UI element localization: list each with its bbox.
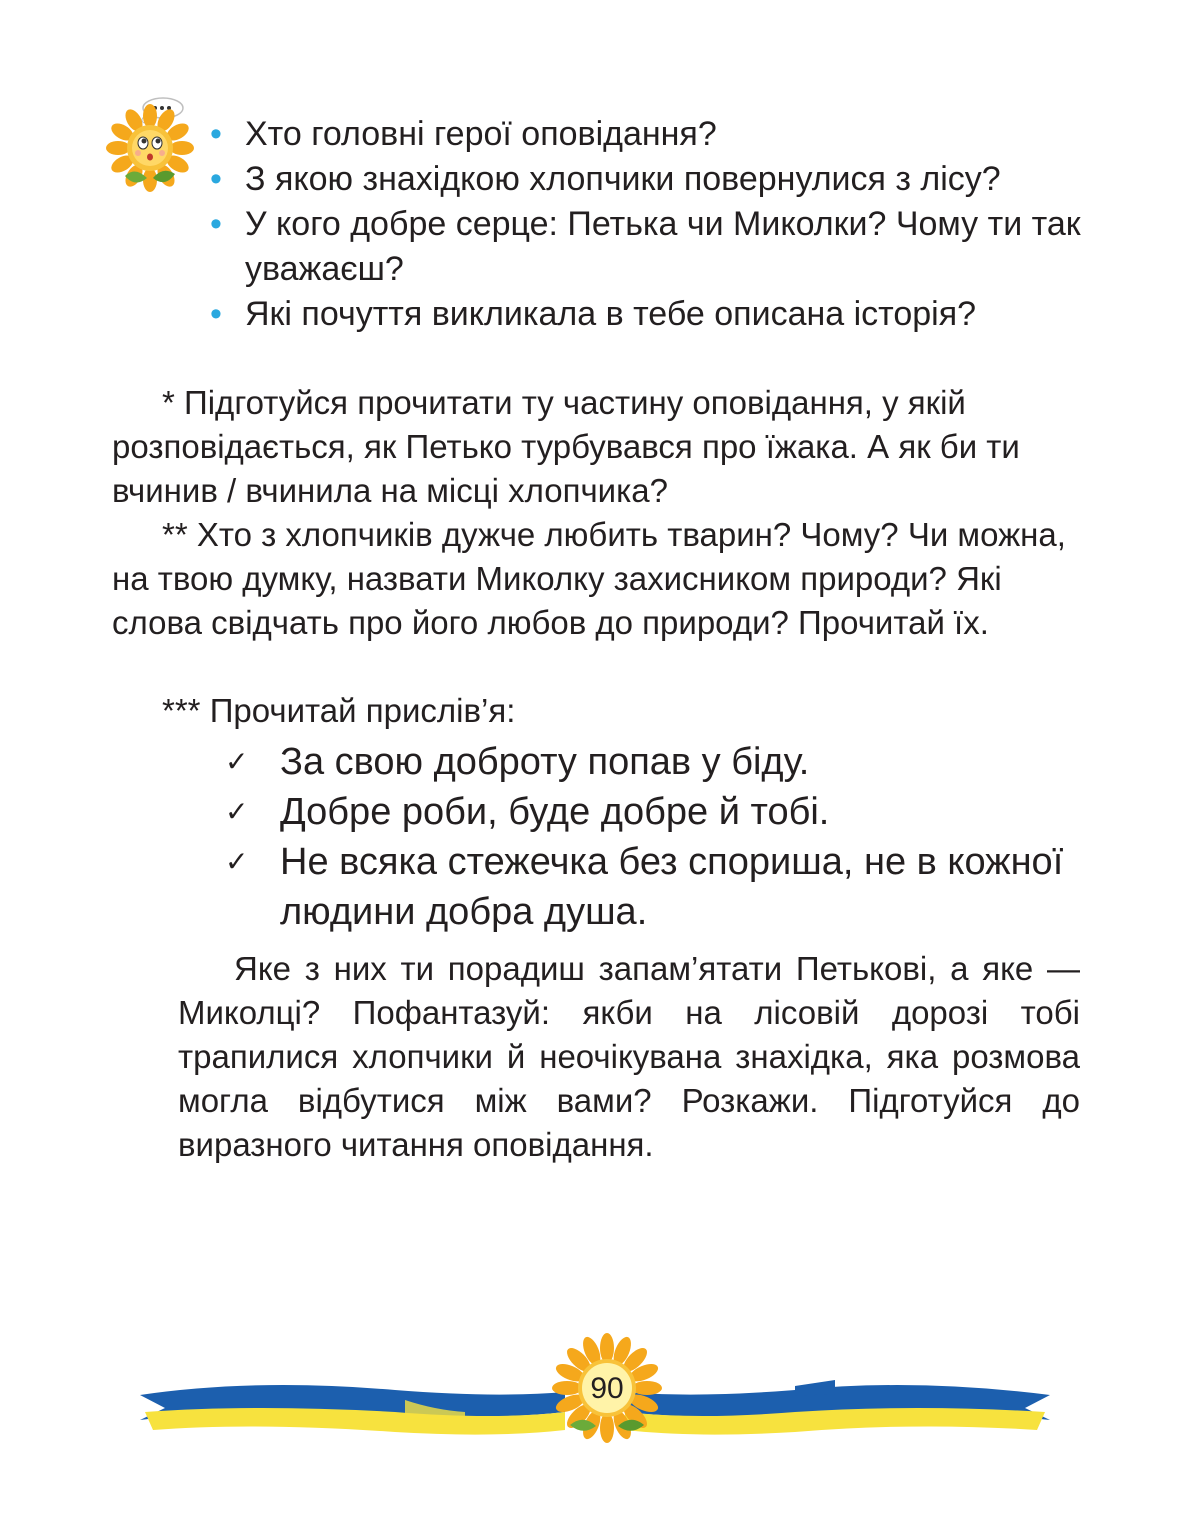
proverb-text: Добре роби, буде добре й тобі. bbox=[280, 791, 830, 833]
thinking-sunflower-icon bbox=[105, 96, 205, 192]
checkmark-icon: ✓ bbox=[225, 796, 249, 827]
bullet-icon: • bbox=[210, 160, 222, 198]
page-number: 90 bbox=[590, 1372, 624, 1405]
task-one-text: * Підготуйся прочитати ту частину оповідання, у якій розповідається, як Петько турбувався про їжака. А як би ти вчинив / вчинила на місці хлопчика? bbox=[112, 384, 1020, 509]
proverbs-list bbox=[225, 737, 1085, 937]
question-text: З якою знахідкою хлопчики повернулися з лісу? bbox=[245, 160, 1001, 198]
question-item bbox=[210, 157, 1110, 202]
proverb-text: За свою доброту попав у біду. bbox=[280, 741, 810, 783]
task-one-paragraph bbox=[112, 381, 1092, 513]
question-item bbox=[210, 202, 1110, 292]
question-text: Хто головні герої оповідання? bbox=[245, 115, 717, 153]
proverb-item bbox=[225, 787, 1085, 837]
question-text: У кого добре серце: Петька чи Миколки? Чому ти так уважаєш? bbox=[245, 205, 1081, 288]
proverb-item bbox=[225, 737, 1085, 787]
proverb-item bbox=[225, 837, 1085, 937]
task-two-text: ** Хто з хлопчиків дужче любить тварин? Чому? Чи можна, на твою думку, назвати Миколку захисником природи? Які слова свідчать про його любов до природи? Прочитай їх. bbox=[112, 516, 1066, 641]
bullet-icon: • bbox=[210, 295, 222, 333]
bullet-icon: • bbox=[210, 205, 222, 243]
checkmark-icon: ✓ bbox=[225, 746, 249, 777]
checkmark-icon: ✓ bbox=[225, 846, 249, 877]
task-three-paragraph bbox=[112, 689, 1092, 733]
proverb-text: Не всяка стежечка без спориша, не в кожної людини добра душа. bbox=[280, 841, 1064, 933]
final-task-text: Яке з них ти порадиш запам’ятати Петькові, а яке — Миколці? Пофантазуй: якби на лісовій дорозі тобі трапилися хлопчики й неочікувана знахідка, яка розмова могла відбутися між вами? Розкажи. Підготуйся до виразного читання оповідання. bbox=[178, 950, 1080, 1163]
bullet-icon: • bbox=[210, 115, 222, 153]
task-two-paragraph bbox=[112, 513, 1092, 645]
questions-list bbox=[210, 112, 1110, 337]
question-item bbox=[210, 112, 1110, 157]
final-task-paragraph bbox=[178, 947, 1080, 1167]
question-text: Які почуття викликала в тебе описана історія? bbox=[245, 295, 977, 333]
page-number-badge bbox=[548, 1330, 666, 1448]
task-three-text: *** Прочитай прислів’я: bbox=[162, 692, 516, 729]
question-item bbox=[210, 292, 1110, 337]
